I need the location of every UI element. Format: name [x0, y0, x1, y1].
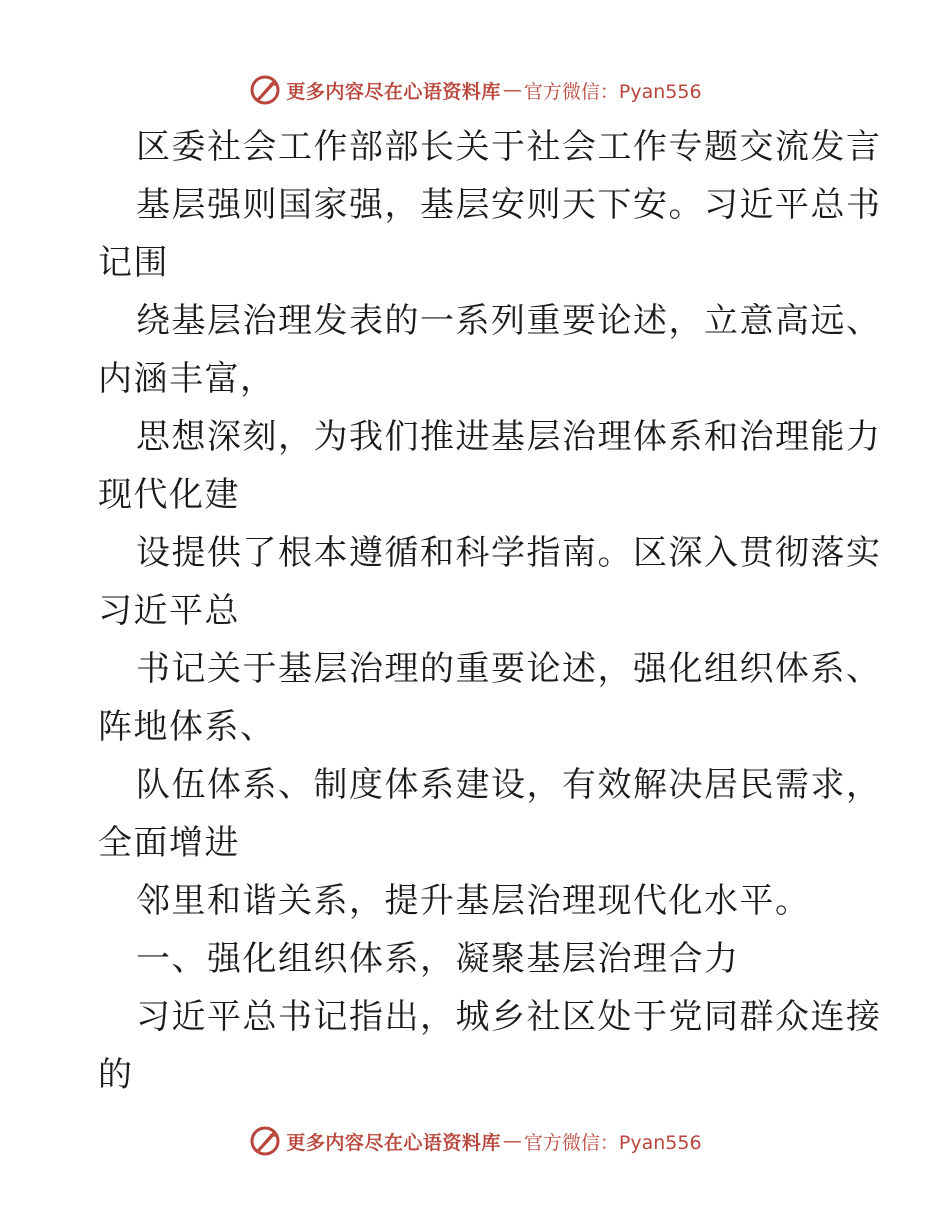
document-line: 全面增进: [98, 823, 240, 863]
document-line: 内涵丰富，: [98, 359, 276, 399]
document-line: 书记关于基层治理的重要论述，强化组织体系、: [136, 649, 882, 689]
document-line: 一、强化组织体系，凝聚基层治理合力: [136, 939, 740, 979]
document-line: 阵地体系、: [98, 707, 276, 747]
watermark-contact: 官方微信：Pyan556: [523, 1131, 702, 1154]
document-body: [98, 118, 882, 1104]
document-line: 的: [98, 1055, 134, 1095]
quill-logo-icon: [248, 73, 282, 107]
footer-watermark: [0, 1121, 950, 1161]
document-line: 绕基层治理发表的一系列重要论述，立意高远、: [136, 301, 882, 341]
watermark-contact: 官方微信：Pyan556: [523, 80, 702, 103]
watermark-separator: —: [502, 79, 522, 101]
document-line: 邻里和谐关系，提升基层治理现代化水平。: [136, 881, 811, 921]
document-line: 习近平总书记指出，城乡社区处于党同群众连接: [136, 997, 882, 1037]
document-line: 基层强则国家强，基层安则天下安。习近平总书: [136, 185, 882, 225]
document-line: 思想深刻，为我们推进基层治理体系和治理能力: [136, 417, 882, 457]
document-line: 记围: [98, 243, 169, 283]
document-line: 现代化建: [98, 475, 240, 515]
quill-logo-icon: [248, 1124, 282, 1158]
document-line: 设提供了根本遵循和科学指南。区深入贯彻落实: [136, 533, 882, 573]
document-line: 习近平总: [98, 591, 240, 631]
watermark-text: 更多内容尽在心语资料库: [286, 80, 501, 103]
document-line: 队伍体系、制度体系建设，有效解决居民需求，: [136, 765, 882, 805]
document-line: 区委社会工作部部长关于社会工作专题交流发言: [136, 127, 882, 167]
watermark-separator: —: [502, 1130, 522, 1152]
header-watermark: [0, 70, 950, 110]
watermark-text: 更多内容尽在心语资料库: [286, 1131, 501, 1154]
